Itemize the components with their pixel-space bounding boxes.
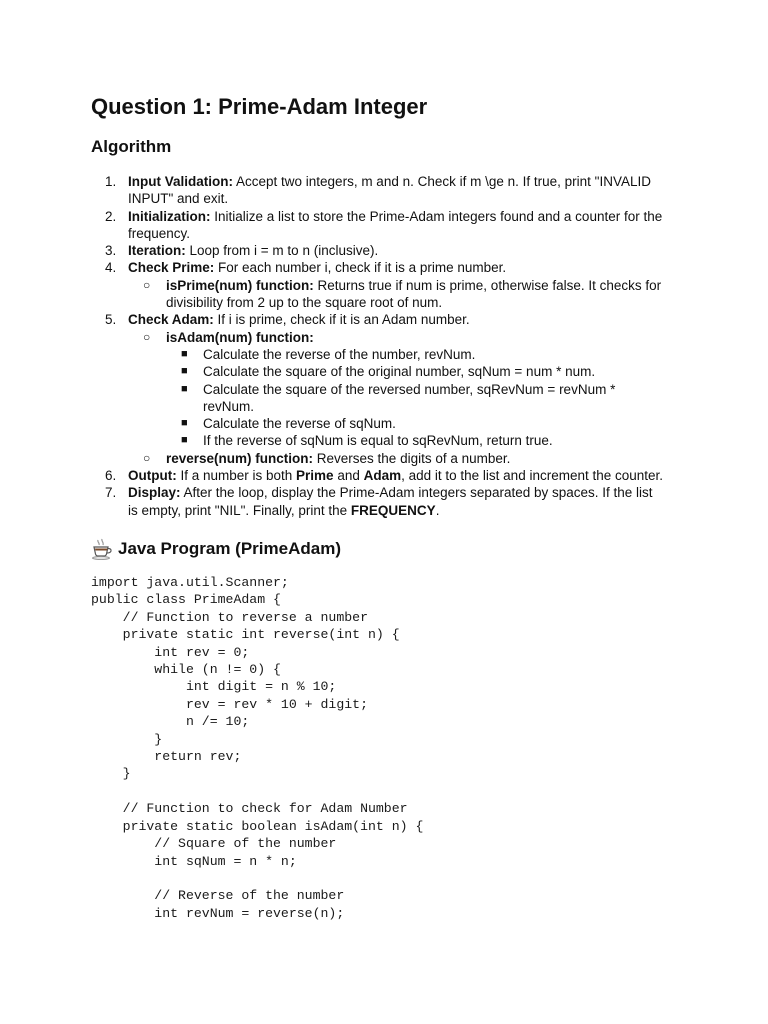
java-code-block: import java.util.Scanner; public class PrimeAdam { // Function to reverse a number private static int reverse(int n) { int rev = 0; while (n != 0) { int digit = n % 10; rev = rev * 10 + digit; n /= 10; } return rev; } // Function to check for Adam Number private static boolean isAdam(int n) { // Square of the number int sqNum = n * n; // Reverse of the number int revNum = reverse(n);: [91, 575, 424, 921]
step-label: Check Prime:: [128, 260, 215, 276]
step-number: 2.: [105, 208, 117, 224]
step-text: For each number i, check if it is a prime number.: [214, 260, 507, 276]
step-5-isadam-item-1: [91, 346, 691, 363]
java-heading-text: Java Program (PrimeAdam): [118, 539, 341, 558]
step-text: Calculate the square of the original number, sqNum = num * num.: [203, 364, 596, 380]
step-text: If i is prime, check if it is an Adam number.: [213, 312, 470, 328]
step-5-sub-reverse: [91, 450, 691, 467]
step-text: Calculate the reverse of sqNum.: [203, 416, 396, 432]
step-text: Loop from i = m to n (inclusive).: [185, 243, 379, 259]
step-label: Display:: [128, 485, 181, 501]
step-2: [91, 208, 691, 243]
step-text: Initialize a list to store the Prime-Adam integers found and a counter for the: [210, 208, 663, 224]
step-text: .: [435, 502, 440, 518]
bold-term: Adam: [363, 468, 402, 484]
page-title: Question 1: Prime-Adam Integer: [91, 94, 428, 119]
hollow-circle-bullet-icon: ○: [143, 329, 151, 344]
step-text: and: [333, 468, 364, 484]
step-label: Input Validation:: [128, 174, 233, 189]
java-program-heading: [91, 538, 341, 560]
step-5-isadam-item-5: [91, 432, 691, 449]
step-number: 6.: [105, 468, 117, 484]
step-text: If a number is both: [176, 468, 297, 484]
step-label: isPrime(num) function:: [166, 277, 314, 293]
hollow-circle-bullet-icon: ○: [143, 450, 151, 465]
step-text-continued: frequency.: [128, 225, 191, 241]
bold-term: FREQUENCY: [350, 502, 436, 518]
step-label: Check Adam:: [128, 312, 214, 328]
step-1: [91, 173, 691, 208]
step-text: Reverses the digits of a number.: [313, 450, 511, 466]
step-number: 4.: [105, 260, 117, 276]
step-text: After the loop, display the Prime-Adam integers separated by spaces. If the list: [180, 485, 653, 501]
step-3: [91, 242, 691, 259]
step-6: [91, 467, 691, 484]
algorithm-heading: Algorithm: [91, 137, 172, 156]
step-text: If the reverse of sqNum is equal to sqRevNum, return true.: [203, 433, 553, 449]
step-text-continued: revNum.: [203, 398, 255, 414]
step-text-continued: divisibility from 2 up to the square root of num.: [166, 295, 443, 311]
step-label: reverse(num) function:: [166, 450, 314, 466]
algorithm-steps-list: [91, 173, 691, 519]
hollow-circle-bullet-icon: ○: [143, 277, 151, 292]
step-5: [91, 311, 691, 328]
step-4-sub-isprime: [91, 277, 691, 312]
hot-beverage-cup-icon: [91, 538, 113, 560]
step-label: Initialization:: [128, 208, 211, 224]
step-4: [91, 259, 691, 276]
step-5-isadam-item-2: [91, 363, 691, 380]
step-7: [91, 484, 691, 519]
square-bullet-icon: ■: [181, 347, 188, 360]
step-text: Calculate the square of the reversed number, sqRevNum = revNum *: [203, 381, 616, 397]
step-text: , add it to the list and increment the counter.: [401, 468, 664, 484]
bold-term: Prime: [296, 468, 334, 484]
square-bullet-icon: ■: [181, 382, 188, 395]
step-5-isadam-item-4: [91, 415, 691, 432]
step-label: isAdam(num) function:: [166, 329, 314, 345]
step-number: 1.: [105, 174, 117, 189]
step-text: Calculate the reverse of the number, revNum.: [203, 346, 476, 362]
step-number: 5.: [105, 312, 117, 328]
step-text: Returns true if num is prime, otherwise false. It checks for: [313, 277, 662, 293]
square-bullet-icon: ■: [181, 434, 188, 447]
square-bullet-icon: ■: [181, 365, 188, 378]
step-text: Accept two integers, m and n. Check if m \ge n. If true, print "INVALID: [233, 174, 651, 189]
square-bullet-icon: ■: [181, 417, 188, 430]
step-number: 7.: [105, 485, 117, 501]
step-text-continued: INPUT" and exit.: [128, 191, 229, 207]
step-5-isadam-item-3: [91, 381, 691, 416]
step-label: Iteration:: [128, 243, 186, 259]
step-label: Output:: [128, 468, 177, 484]
step-number: 3.: [105, 243, 117, 259]
step-text-continued: is empty, print "NIL". Finally, print the: [128, 502, 351, 518]
step-5-sub-isadam: [91, 329, 691, 346]
